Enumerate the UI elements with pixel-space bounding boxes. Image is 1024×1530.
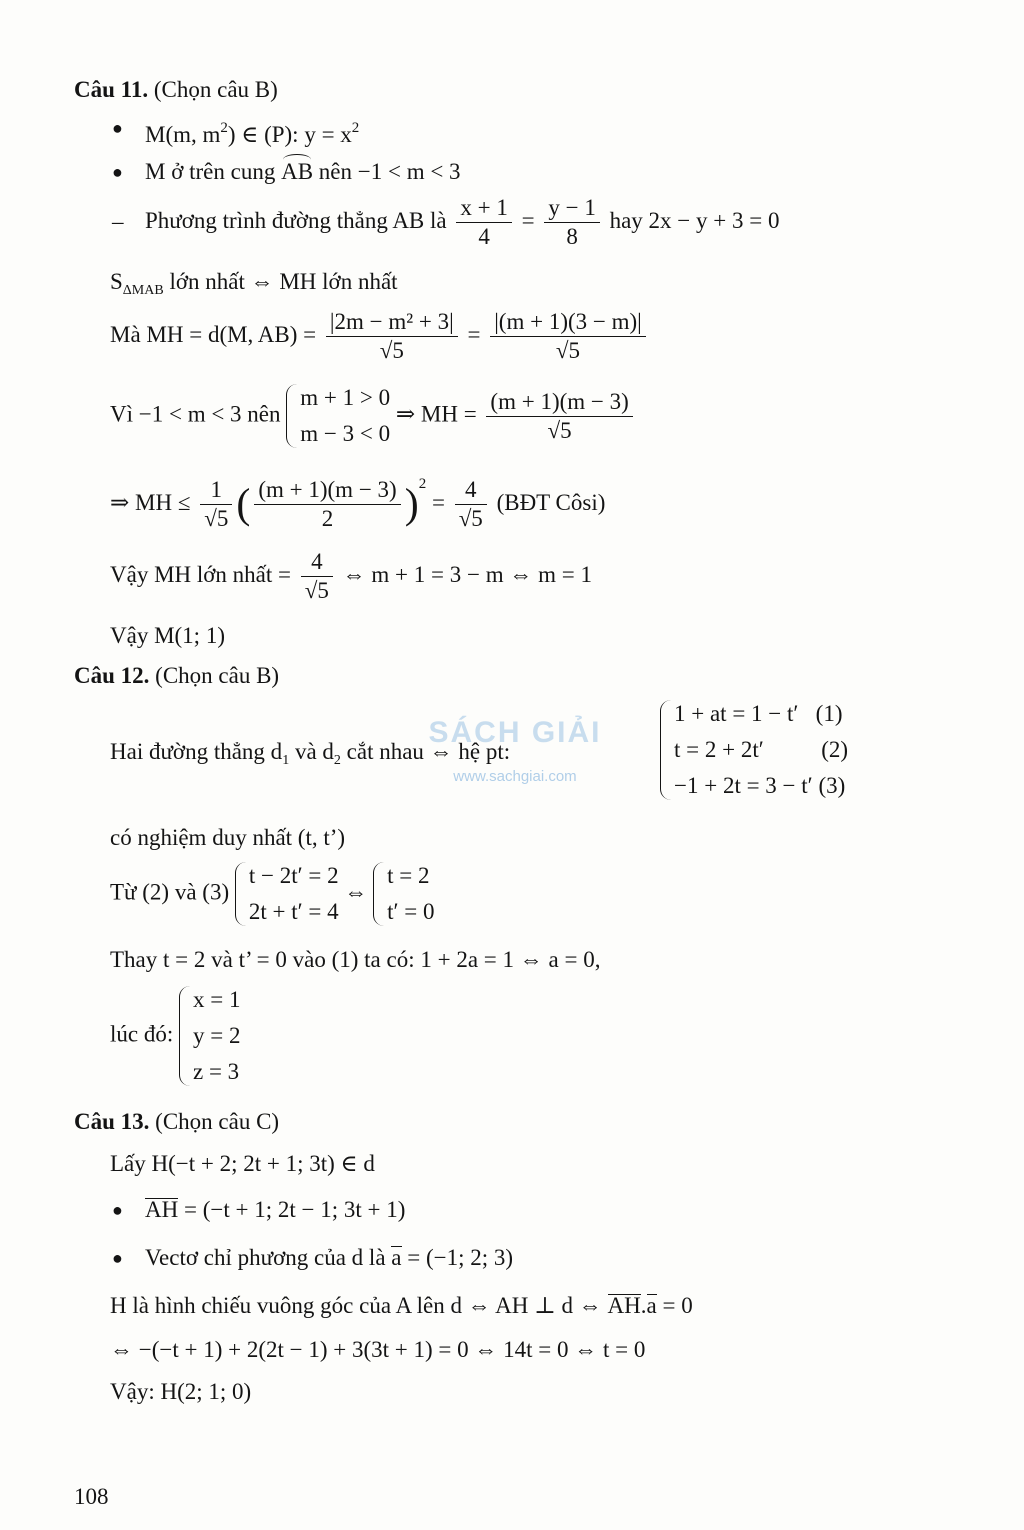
- q12-line5: lúc đó: x = 1 y = 2 z = 3: [110, 987, 241, 1084]
- q12-line4: Thay t = 2 và t’ = 0 vào (1) ta có: 1 + 2a = 1 ⇔ a = 0,: [110, 947, 601, 972]
- q12-line3: Từ (2) và (3) t − 2t′ = 2 2t + t′ = 4 ⇔ t = 2 t′ = 0: [110, 863, 435, 924]
- q11-line8: Vậy MH lớn nhất = $\frac{4}{√5}$ ⇔ m + 1 = 3 − m ⇔ m = 1: [110, 549, 592, 603]
- q13-line2: AH = (−t + 1; 2t − 1; 3t + 1): [145, 1197, 406, 1222]
- q13-line1: Lấy H(−t + 2; 2t + 1; 3t) ∈ d: [110, 1151, 375, 1176]
- bullet-icon: ●: [112, 162, 123, 182]
- q12-line2: có nghiệm duy nhất (t, t’): [110, 825, 346, 850]
- q12-heading: Câu 12. (Chọn câu B): [74, 663, 280, 688]
- q11-heading: Câu 11. (Chọn câu B): [74, 77, 278, 102]
- q11-line2: M ở trên cung AB nên −1 < m < 3: [145, 159, 461, 184]
- q13-line5: ⇔ −(−t + 1) + 2(2t − 1) + 3(3t + 1) = 0 ⇔ 14t = 0 ⇔ t = 0: [110, 1337, 646, 1362]
- q11-line5: Mà MH = d(M, AB) = $\frac{\text{|2m − m² + 3|}}{√5}$ = $\frac{|(m + 1)(3 - m)|}{√5}$: [110, 308, 650, 365]
- watermark-url: www.sachgiai.com: [453, 768, 577, 785]
- q12-system: 1 + at = 1 − t′ (1) t = 2 + 2t′ (2) −1 + 2t = 3 − t′ (3): [660, 696, 848, 804]
- bullet-icon: ●: [112, 1200, 123, 1220]
- q12-line1: Hai đường thẳng $d_1$ và $d_2$ cắt nhau ⇔ hệ pt:: [110, 739, 511, 768]
- q11-line4: $S_{\Delta MAB}$ lớn nhất ⇔ MH lớn nhất: [110, 269, 398, 298]
- q13-line4: H là hình chiếu vuông góc của A lên d ⇔ AH ⊥ d ⇔ AH.a = 0: [110, 1293, 693, 1318]
- bullet-icon: ●: [112, 1248, 123, 1268]
- q13-line6: Vậy: H(2; 1; 0): [110, 1379, 252, 1404]
- q11-line7: ⇒ MH ≤ $\frac{1}{√5}$ ( $\frac{(m + 1)(m - 3)}{2}$ )$^2$ = $\frac{4}{√5}$ (BĐT Côsi): [110, 476, 606, 532]
- q13-heading: Câu 13. (Chọn câu C): [74, 1109, 280, 1134]
- dash-icon: –: [112, 209, 124, 234]
- q11-line3: Phương trình đường thẳng AB là $\frac{x + 1}{4}$ = $\frac{y - 1}{8}$ hay 2x − y + 3 = 0: [145, 195, 780, 249]
- q11-line9: Vậy M(1; 1): [110, 623, 225, 648]
- watermark: [410, 716, 620, 816]
- page-number: 108: [74, 1484, 109, 1509]
- q11-line1: M(m, $m^2$) ∈ (P): $y = x^2$: [145, 120, 360, 147]
- bullet-icon: ●: [112, 118, 123, 138]
- q13-line3: Vectơ chỉ phương của d là a = (−1; 2; 3): [145, 1245, 514, 1270]
- watermark-logo: SÁCH GIẢI: [428, 716, 602, 749]
- q11-line6: Vì −1 < m < 3 nên m + 1 > 0 m − 3 < 0 ⇒ MH = $\frac{(m + 1)(m - 3)}{√5}$: [110, 380, 637, 452]
